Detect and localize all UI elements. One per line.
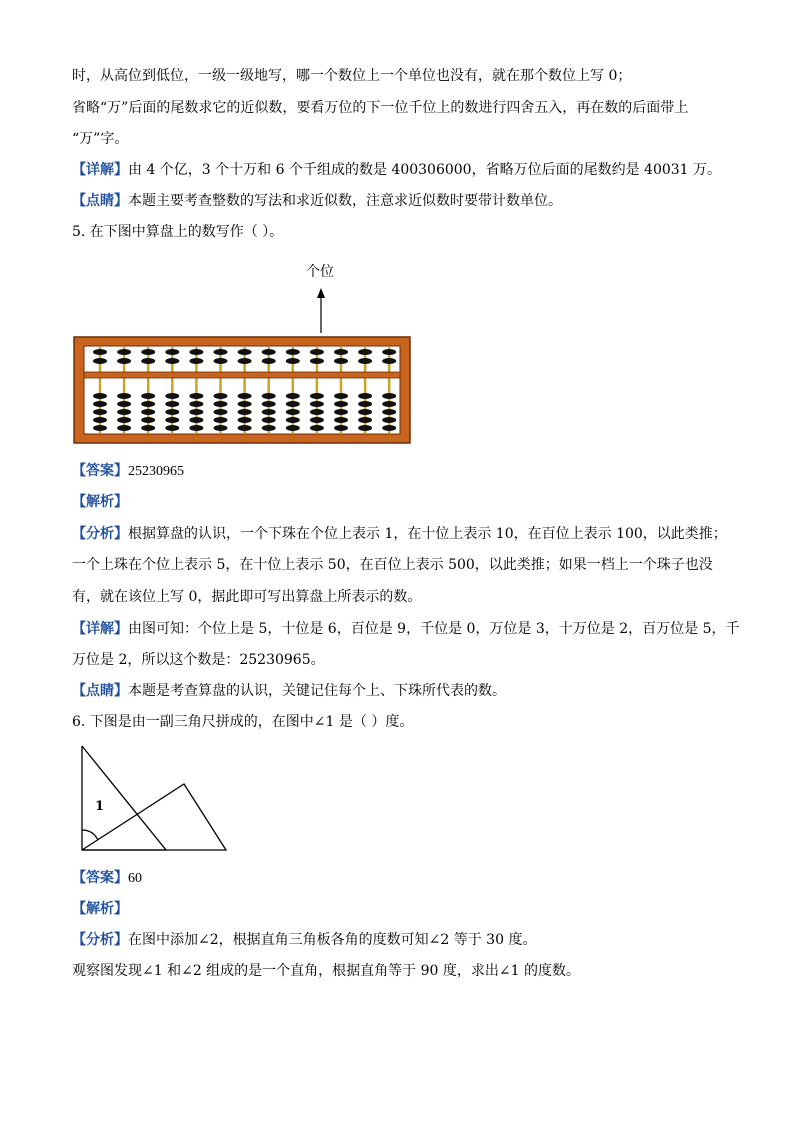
fenxi-tag: 【分析】 [72, 526, 128, 542]
abacus-bead [262, 401, 276, 407]
abacus-bead [165, 393, 179, 399]
abacus-bead [238, 425, 252, 431]
angle-1-label: 1 [95, 799, 105, 814]
text-line: “万”字。 [72, 131, 129, 147]
point-tag: 【点睛】 [72, 683, 128, 699]
abacus-bead [141, 409, 155, 415]
text-line: 时，从高位到低位，一级一级地写，哪一个数位上一个单位也没有，就在那个数位上写 0； [72, 68, 632, 84]
fenxi-line [72, 524, 727, 544]
abacus-bead [286, 417, 300, 423]
fenxi-line: 观察图发现∠1 和∠2 组成的是一个直角，根据直角等于 90 度，求出∠1 的度数。 [72, 963, 580, 979]
abacus-bead [141, 425, 155, 431]
abacus-bead [93, 417, 107, 423]
abacus-bead [165, 417, 179, 423]
abacus-bead [334, 349, 348, 355]
abacus-bead [238, 417, 252, 423]
angle-1-arc [82, 830, 98, 840]
abacus-bead [189, 425, 203, 431]
abacus-bead [334, 393, 348, 399]
abacus-bead [189, 409, 203, 415]
abacus-bead [189, 349, 203, 355]
abacus-bead [238, 393, 252, 399]
abacus-bead [238, 349, 252, 355]
abacus-bead [165, 358, 179, 364]
question-5: 5. 在下图中算盘上的数写作（ ）。 [72, 224, 284, 240]
abacus-bead [382, 358, 396, 364]
abacus-bead [334, 401, 348, 407]
abacus-bead [214, 417, 228, 423]
abacus-bead [358, 401, 372, 407]
triangle-rulers-figure [76, 742, 236, 858]
detail-line: 万位是 2，所以这个数是：25230965。 [72, 652, 325, 668]
abacus-bead [334, 425, 348, 431]
abacus-bead [310, 425, 324, 431]
abacus-bead [117, 358, 131, 364]
analysis-tag: 【解析】 [72, 901, 128, 917]
analysis-tag: 【解析】 [72, 494, 128, 510]
abacus-bead [214, 358, 228, 364]
abacus-bead [189, 393, 203, 399]
abacus-bead [286, 358, 300, 364]
answer-value: 25230965 [128, 464, 184, 479]
detail-text: 由 4 个亿，3 个十万和 6 个千组成的数是 400306000，省略万位后面的尾数约是 40031 万。 [128, 162, 722, 178]
abacus-bead [382, 349, 396, 355]
abacus-bead [214, 349, 228, 355]
abacus-bead [358, 409, 372, 415]
abacus-bead [117, 409, 131, 415]
abacus-bead [358, 393, 372, 399]
abacus-bead [238, 409, 252, 415]
abacus-bead [165, 425, 179, 431]
abacus-bead [214, 393, 228, 399]
abacus-bead [286, 425, 300, 431]
abacus-bead [262, 425, 276, 431]
analysis-heading [72, 492, 128, 512]
fenxi-text: 在图中添加∠2，根据直角三角板各角的度数可知∠2 等于 30 度。 [128, 932, 537, 948]
abacus-bead [310, 393, 324, 399]
fenxi-line: 一个上珠在个位上表示 5，在十位上表示 50，在百位上表示 500，以此类推；如果一档上一个珠子也没 [72, 557, 713, 573]
abacus-bead [117, 349, 131, 355]
answer-tag: 【答案】 [72, 463, 128, 479]
abacus-bead [286, 393, 300, 399]
abacus-bead [310, 349, 324, 355]
point-text: 本题主要考查整数的写法和求近似数，注意求近似数时要带计数单位。 [128, 193, 562, 209]
abacus-bead [93, 425, 107, 431]
detail-tag: 【详解】 [72, 621, 128, 637]
abacus-bead [382, 401, 396, 407]
abacus-bead [358, 349, 372, 355]
abacus-bead [141, 417, 155, 423]
abacus-bead [93, 409, 107, 415]
abacus-bead [189, 401, 203, 407]
detail-line [72, 160, 721, 180]
abacus-bead [262, 393, 276, 399]
detail-text: 由图可知：个位上是 5，十位是 6，百位是 9，千位是 0，万位是 3，十万位是 2，百万位是 5，千 [128, 621, 740, 637]
abacus-bead [382, 409, 396, 415]
abacus-bead [382, 393, 396, 399]
abacus-bead [117, 393, 131, 399]
abacus-beam [84, 372, 400, 378]
abacus-bead [93, 393, 107, 399]
abacus-bead [117, 417, 131, 423]
abacus-bead [141, 401, 155, 407]
abacus-bead [310, 409, 324, 415]
ones-place-label: 个位 [306, 264, 334, 280]
abacus-bead [310, 358, 324, 364]
abacus-bead [93, 349, 107, 355]
abacus-bead [262, 417, 276, 423]
point-text: 本题是考查算盘的认识，关键记住每个上、下珠所代表的数。 [128, 683, 506, 699]
abacus-bead [358, 425, 372, 431]
fenxi-text: 根据算盘的认识，一个下珠在个位上表示 1，在十位上表示 10，在百位上表示 100，以此类推； [128, 526, 727, 542]
abacus-bead [141, 358, 155, 364]
abacus-bead [93, 358, 107, 364]
abacus-bead [358, 417, 372, 423]
answer-tag: 【答案】 [72, 870, 128, 886]
abacus-bead [238, 401, 252, 407]
text-line: 省略“万”后面的尾数求它的近似数，要看万位的下一位千位上的数进行四舍五入，再在数的后面带上 [72, 100, 689, 116]
abacus-bead [117, 401, 131, 407]
abacus-bead [214, 401, 228, 407]
abacus-bead [382, 425, 396, 431]
detail-line [72, 619, 740, 639]
point-line [72, 681, 506, 701]
answer-line [72, 868, 142, 889]
abacus-bead [358, 358, 372, 364]
point-line [72, 191, 562, 211]
abacus-bead [214, 425, 228, 431]
fenxi-tag: 【分析】 [72, 932, 128, 948]
abacus-bead [189, 417, 203, 423]
abacus-bead [334, 409, 348, 415]
abacus-bead [334, 358, 348, 364]
abacus-bead [165, 401, 179, 407]
abacus-bead [141, 393, 155, 399]
abacus-bead [262, 358, 276, 364]
abacus-bead [189, 358, 203, 364]
question-6: 6. 下图是由一副三角尺拼成的，在图中∠1 是（ ）度。 [72, 714, 414, 730]
pointer-arrow-head [317, 288, 325, 298]
fenxi-line: 有，就在该位上写 0，据此即可写出算盘上所表示的数。 [72, 589, 422, 605]
triangle-ruler-2 [82, 784, 226, 850]
abacus-bead [165, 409, 179, 415]
abacus-bead [286, 349, 300, 355]
fenxi-line [72, 930, 536, 950]
abacus-bead [334, 417, 348, 423]
abacus-bead [141, 349, 155, 355]
answer-value: 60 [128, 871, 142, 886]
abacus-bead [93, 401, 107, 407]
point-tag: 【点睛】 [72, 193, 128, 209]
abacus-bead [214, 409, 228, 415]
abacus-bead [262, 349, 276, 355]
analysis-heading [72, 899, 128, 919]
abacus-bead [382, 417, 396, 423]
abacus-bead [310, 417, 324, 423]
abacus-bead [310, 401, 324, 407]
abacus [74, 337, 410, 443]
abacus-bead [165, 349, 179, 355]
abacus-bead [238, 358, 252, 364]
abacus-figure [70, 255, 415, 450]
detail-tag: 【详解】 [72, 162, 128, 178]
answer-line [72, 461, 184, 482]
abacus-bead [286, 409, 300, 415]
abacus-bead [117, 425, 131, 431]
abacus-bead [286, 401, 300, 407]
abacus-bead [262, 409, 276, 415]
